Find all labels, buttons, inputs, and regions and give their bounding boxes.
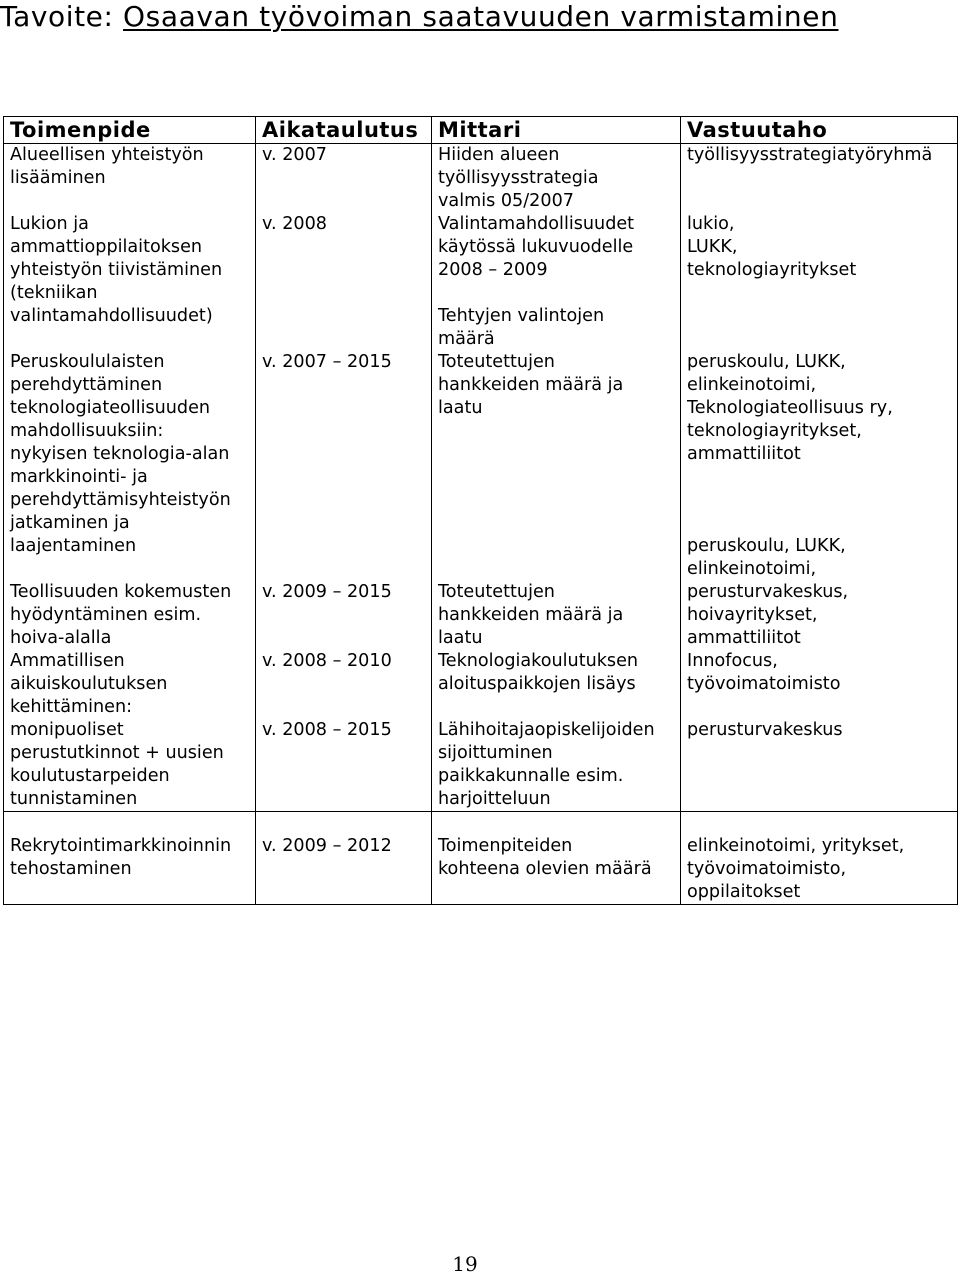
title-main: Osaavan työvoiman saatavuuden varmistaminen (123, 0, 839, 33)
cell-line: paikkakunnalle esim. (438, 766, 624, 786)
cell-line: Alueellisen yhteistyön (10, 145, 204, 165)
cell-line: v. 2008 – 2010 (262, 651, 392, 671)
cell-line: hankkeiden määrä ja (438, 605, 624, 625)
cell-line: Valintamahdollisuudet (438, 214, 635, 234)
cell-line: perusturvakeskus (687, 720, 843, 740)
blank-line (262, 558, 425, 581)
header-row (4, 117, 958, 144)
cell-line: peruskoulu, LUKK, (687, 536, 846, 556)
cell-line: hyödyntäminen esim. (10, 605, 202, 625)
cell-line: oppilaitokset (687, 882, 801, 902)
cell-line: perehdyttäminen (10, 375, 163, 395)
cell-line: v. 2008 – 2015 (262, 720, 392, 740)
cell-line: (tekniikan (10, 283, 98, 303)
cell-aikataulutus (256, 812, 432, 905)
cell-line: elinkeinotoimi, yritykset, (687, 836, 905, 856)
cell-line: lisääminen (10, 168, 106, 188)
action-plan-table (3, 116, 958, 905)
blank-line (687, 812, 951, 835)
cell-line: ammattiliitot (687, 444, 801, 464)
cell-line: tehostaminen (10, 859, 132, 879)
cell-line: mahdollisuuksiin: (10, 421, 164, 441)
cell-line: Teknologiateollisuus ry, (687, 398, 893, 418)
cell-line: Tehtyjen valintojen (438, 306, 605, 326)
header-aikataulutus: Aikataulutus (256, 117, 432, 144)
blank-line (262, 535, 425, 558)
blank-line (438, 812, 674, 835)
cell-line: Ammatillisen (10, 651, 125, 671)
blank-line (10, 558, 249, 581)
blank-line (262, 397, 425, 420)
blank-line (262, 466, 425, 489)
cell-line: teknologiayritykset (687, 260, 857, 280)
cell-line: elinkeinotoimi, (687, 559, 817, 579)
cell-mittari (432, 812, 681, 905)
cell-line: kohteena olevien määrä (438, 859, 652, 879)
cell-line: käytössä lukuvuodelle (438, 237, 634, 257)
blank-line (438, 696, 674, 719)
cell-toimenpide (4, 144, 256, 214)
cell-mittari (432, 351, 681, 650)
cell-line: teknologiateollisuuden (10, 398, 211, 418)
table-row (4, 213, 958, 351)
cell-aikataulutus (256, 144, 432, 214)
cell-line: sijoittuminen (438, 743, 553, 763)
page-title (0, 0, 838, 34)
header-mittari: Mittari (432, 117, 681, 144)
blank-line (438, 466, 674, 489)
table-row (4, 650, 958, 812)
cell-line: yhteistyön tiivistäminen (10, 260, 223, 280)
cell-line: monipuoliset (10, 720, 124, 740)
cell-line: Lukion ja (10, 214, 89, 234)
cell-line: lukio, (687, 214, 735, 234)
cell-mittari (432, 213, 681, 351)
cell-toimenpide (4, 351, 256, 650)
cell-vastuutaho (681, 812, 958, 905)
cell-line: hoiva-alalla (10, 628, 112, 648)
blank-line (262, 420, 425, 443)
cell-line: nykyisen teknologia-alan (10, 444, 230, 464)
cell-line: Lähihoitajaopiskelijoiden (438, 720, 655, 740)
cell-line: hoivayritykset, (687, 605, 818, 625)
blank-line (262, 512, 425, 535)
cell-line: LUKK, (687, 237, 738, 257)
cell-mittari (432, 650, 681, 812)
blank-line (438, 443, 674, 466)
blank-line (687, 696, 951, 719)
cell-line: Toteutettujen (438, 352, 555, 372)
cell-line: perusturvakeskus, (687, 582, 849, 602)
blank-line (262, 812, 425, 835)
blank-line (438, 282, 674, 305)
header-vastuutaho: Vastuutaho (681, 117, 958, 144)
cell-line: perehdyttämisyhteistyön (10, 490, 231, 510)
cell-line: kehittäminen: (10, 697, 133, 717)
cell-line: tunnistaminen (10, 789, 138, 809)
cell-line: v. 2007 (262, 145, 328, 165)
blank-line (438, 489, 674, 512)
cell-line: valintamahdollisuudet) (10, 306, 213, 326)
cell-aikataulutus (256, 351, 432, 650)
cell-vastuutaho (681, 144, 958, 214)
cell-line: v. 2007 – 2015 (262, 352, 392, 372)
cell-aikataulutus (256, 650, 432, 812)
cell-line: ammattioppilaitoksen (10, 237, 203, 257)
cell-line: määrä (438, 329, 495, 349)
cell-vastuutaho (681, 650, 958, 812)
cell-line: teknologiayritykset, (687, 421, 862, 441)
cell-line: ammattiliitot (687, 628, 801, 648)
cell-line: työllisyysstrategia (438, 168, 599, 188)
cell-aikataulutus (256, 213, 432, 351)
cell-line: v. 2009 – 2012 (262, 836, 392, 856)
blank-line (262, 489, 425, 512)
cell-line: Teollisuuden kokemusten (10, 582, 232, 602)
blank-line (687, 489, 951, 512)
cell-line: 2008 – 2009 (438, 260, 548, 280)
cell-line: aikuiskoulutuksen (10, 674, 168, 694)
cell-line: valmis 05/2007 (438, 191, 574, 211)
table-body (4, 144, 958, 905)
cell-line: aloituspaikkojen lisäys (438, 674, 636, 694)
cell-toimenpide (4, 650, 256, 812)
table-row (4, 812, 958, 905)
cell-line: v. 2009 – 2015 (262, 582, 392, 602)
header-toimenpide: Toimenpide (4, 117, 256, 144)
cell-line: Rekrytointimarkkinoinnin (10, 836, 232, 856)
blank-line (687, 466, 951, 489)
cell-line: työvoimatoimisto, (687, 859, 847, 879)
blank-line (687, 512, 951, 535)
cell-line: Toimenpiteiden (438, 836, 573, 856)
cell-line: elinkeinotoimi, (687, 375, 817, 395)
blank-line (262, 374, 425, 397)
cell-mittari (432, 144, 681, 214)
title-prefix: Tavoite: (0, 0, 124, 33)
table-row (4, 351, 958, 650)
cell-line: jatkaminen ja (10, 513, 130, 533)
blank-line (438, 535, 674, 558)
cell-line: Toteutettujen (438, 582, 555, 602)
cell-line: laajentaminen (10, 536, 137, 556)
blank-line (438, 512, 674, 535)
blank-line (438, 420, 674, 443)
cell-line: työllisyysstrategiatyöryhmä (687, 145, 933, 165)
table-row (4, 144, 958, 214)
cell-line: koulutustarpeiden (10, 766, 170, 786)
cell-line: Teknologiakoulutuksen (438, 651, 639, 671)
cell-line: harjoitteluun (438, 789, 551, 809)
cell-line: hankkeiden määrä ja (438, 375, 624, 395)
blank-line (438, 558, 674, 581)
cell-line: Innofocus, (687, 651, 778, 671)
cell-toimenpide (4, 812, 256, 905)
cell-line: Hiiden alueen (438, 145, 560, 165)
cell-toimenpide (4, 213, 256, 351)
cell-line: markkinointi- ja (10, 467, 148, 487)
blank-line (10, 812, 249, 835)
cell-line: laatu (438, 398, 483, 418)
cell-line: perustutkinnot + uusien (10, 743, 224, 763)
blank-line (262, 673, 425, 696)
cell-vastuutaho (681, 351, 958, 650)
blank-line (262, 443, 425, 466)
cell-line: työvoimatoimisto (687, 674, 841, 694)
page-number: 19 (452, 1252, 478, 1276)
cell-line: v. 2008 (262, 214, 328, 234)
cell-line: Peruskoululaisten (10, 352, 165, 372)
cell-line: peruskoulu, LUKK, (687, 352, 846, 372)
cell-vastuutaho (681, 213, 958, 351)
cell-line: laatu (438, 628, 483, 648)
blank-line (262, 696, 425, 719)
